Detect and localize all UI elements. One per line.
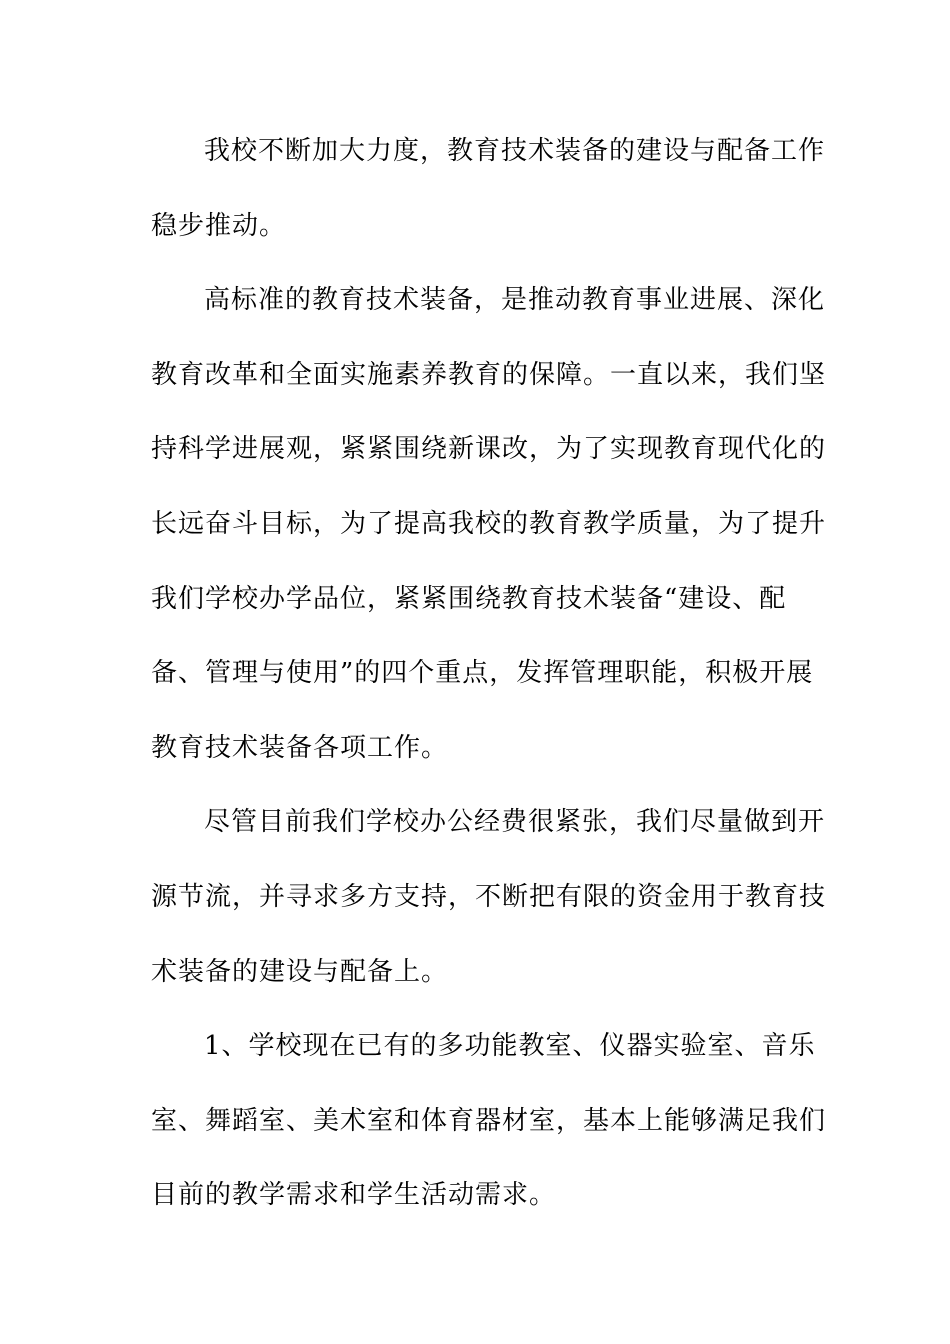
text-line: 室、舞蹈室、美术室和体育器材室，基本上能够满足我们	[151, 1105, 827, 1136]
text-line: 持科学进展观，紧紧围绕新课改，为了实现教育现代化的	[151, 434, 827, 465]
paragraph	[151, 114, 826, 263]
text-line: 源节流，并寻求多方支持，不断把有限的资金用于教育技	[151, 881, 827, 912]
paragraph	[151, 785, 827, 1009]
text-line: 教育改革和全面实施素养教育的保障。一直以来，我们坚	[151, 359, 827, 390]
text-line: 备、管理与使用”的四个重点，发挥管理职能，积极开展	[151, 658, 814, 689]
text-line: 术装备的建设与配备上。	[151, 956, 449, 987]
text-line: 我校不断加大力度，教育技术装备的建设与配备工作	[204, 136, 826, 166]
paragraph	[151, 1009, 827, 1233]
text-line: 稳步推动。	[151, 210, 287, 241]
text-line: 教育技术装备各项工作。	[151, 732, 449, 763]
document-body	[151, 114, 827, 1233]
text-line: 尽管目前我们学校办公经费很紧张，我们尽量做到开	[204, 807, 826, 838]
text-line: 长远奋斗目标，为了提高我校的教育教学质量，为了提升	[151, 508, 827, 539]
text-line: 高标准的教育技术装备，是推动教育事业进展、深化	[204, 285, 826, 316]
text-line: 目前的教学需求和学生活动需求。	[151, 1180, 557, 1211]
text-line: 我们学校办学品位，紧紧围绕教育技术装备“建设、配	[151, 583, 787, 614]
paragraph	[151, 263, 827, 785]
text-line: 1、学校现在已有的多功能教室、仪器实验室、音乐	[204, 1031, 816, 1062]
